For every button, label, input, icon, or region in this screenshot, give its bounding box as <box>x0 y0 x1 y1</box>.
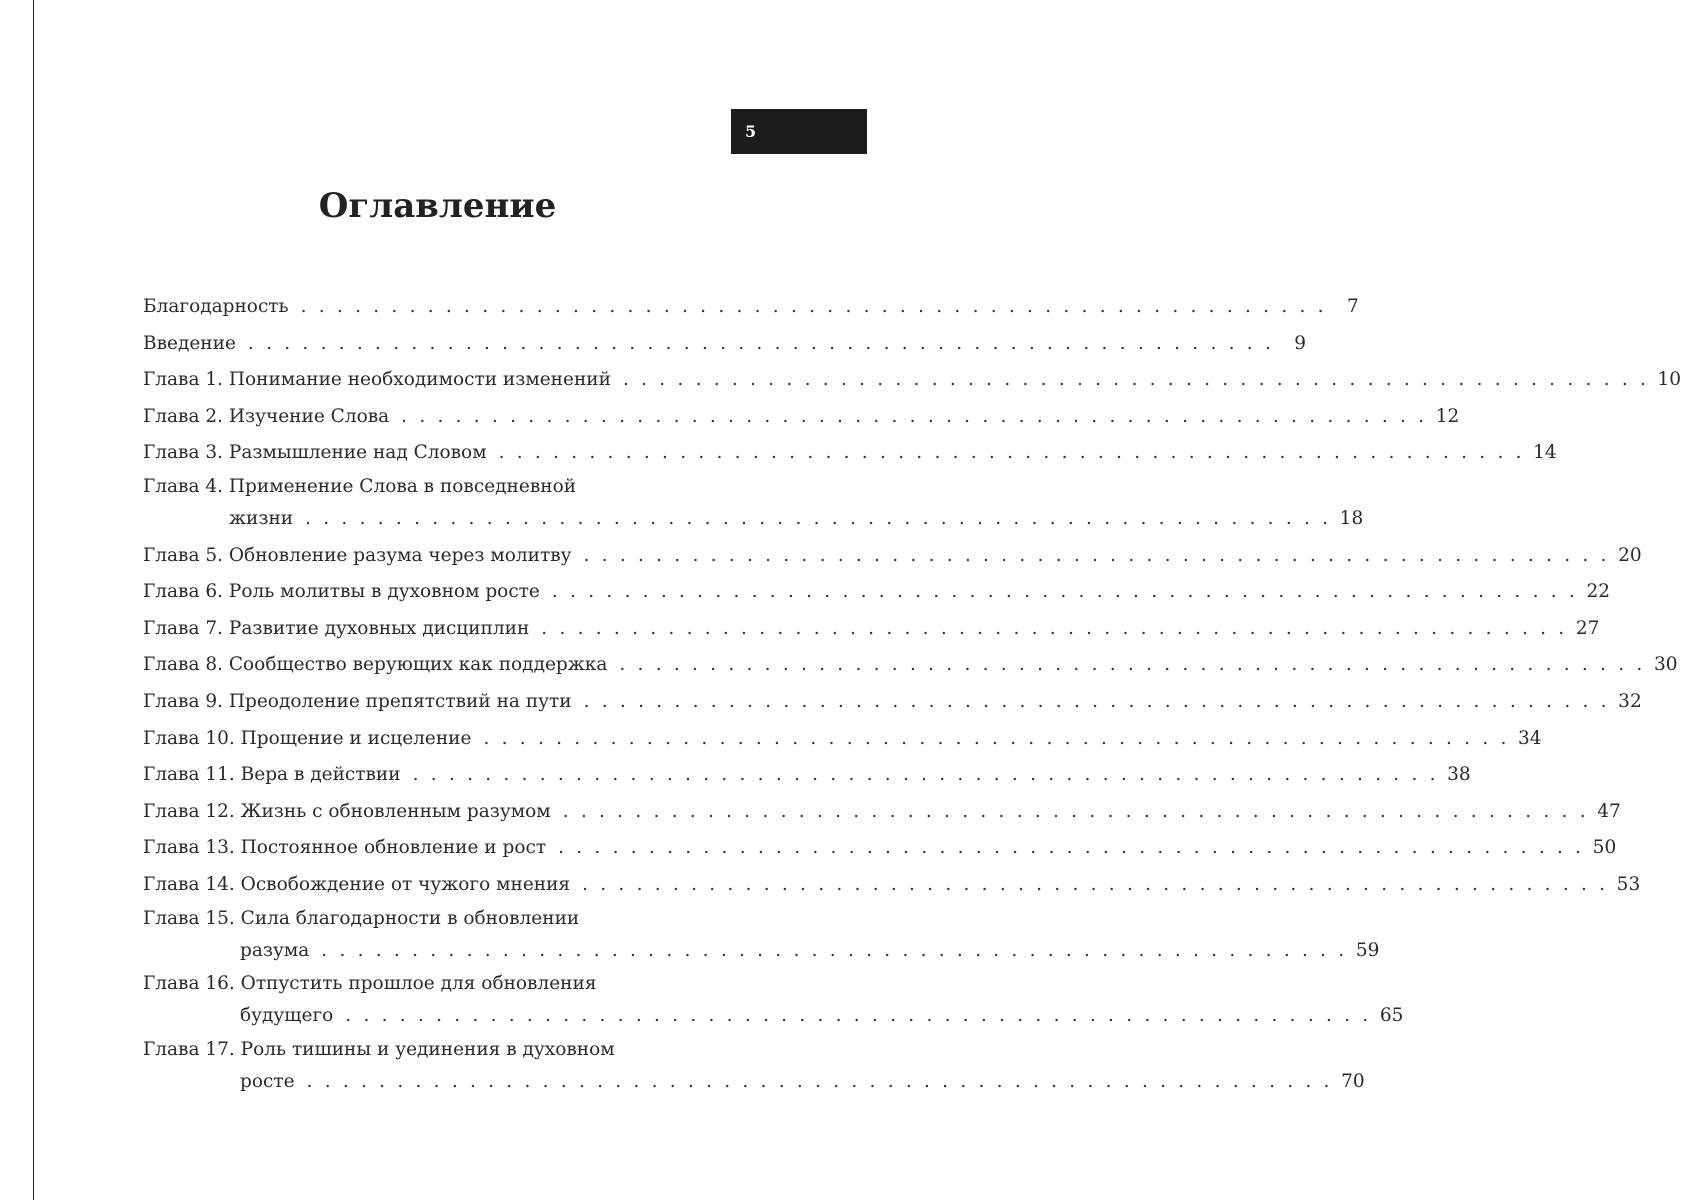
toc-page-number: 27 <box>1575 617 1600 639</box>
toc-page-number: 14 <box>1533 442 1557 464</box>
toc-entry-title: жизни <box>229 507 294 529</box>
toc-page-number: 7 <box>1346 296 1359 317</box>
toc-entry[interactable] <box>143 757 1471 794</box>
toc-page-number: 59 <box>1355 939 1380 961</box>
toc-dot-leader: . . . . . . . . . . . . . . . . . . . . . . . . . . . . . . . . . . . . . . . . . . . . . . . . . . . . . . . . . <box>401 405 1428 427</box>
toc-entry-title: Глава 4. Применение Слова в повседневной <box>143 475 577 497</box>
toc-entry-title: Глава 1. Понимание необходимости изменений <box>143 369 611 391</box>
toc-page-number: 20 <box>1618 544 1642 566</box>
toc-entry-title: Глава 5. Обновление разума через молитву <box>143 544 572 566</box>
toc-dot-leader: . . . . . . . . . . . . . . . . . . . . . . . . . . . . . . . . . . . . . . . . . . . . . . . . . . . . . . . . . <box>583 544 1610 566</box>
toc-dot-leader: . . . . . . . . . . . . . . . . . . . . . . . . . . . . . . . . . . . . . . . . . . . . . . . . . . . . . . . . . <box>582 873 1609 895</box>
toc-dot-leader: . . . . . . . . . . . . . . . . . . . . . . . . . . . . . . . . . . . . . . . . . . . . . . . . . . . . . . . . . <box>622 369 1650 391</box>
toc-entry[interactable] <box>143 399 1460 436</box>
toc-entry-title: Глава 13. Постоянное обновление и рост <box>143 837 547 859</box>
toc-entry[interactable] <box>143 326 1307 363</box>
toc-entry[interactable] <box>143 1035 1365 1101</box>
toc-entry[interactable] <box>143 647 1678 684</box>
toc-entry[interactable] <box>143 867 1641 904</box>
toc-entry[interactable] <box>143 435 1557 472</box>
toc-entry[interactable] <box>143 904 1380 970</box>
toc-page-number: 32 <box>1618 690 1642 712</box>
toc-entry-title: будущего <box>240 1005 334 1027</box>
toc-dot-leader: . . . . . . . . . . . . . . . . . . . . . . . . . . . . . . . . . . . . . . . . . . . . . . . . . . . . . . . . . <box>306 1070 1333 1092</box>
toc-entry[interactable] <box>143 472 1364 538</box>
toc-dot-leader: . . . . . . . . . . . . . . . . . . . . . . . . . . . . . . . . . . . . . . . . . . . . . . . . . . . . . . . . . <box>305 507 1332 529</box>
toc-entry-title: Глава 3. Размышление над Словом <box>143 442 487 464</box>
toc-entry-title: Глава 15. Сила благодарности в обновлении <box>143 907 580 929</box>
toc-entry-title: Глава 11. Вера в действии <box>143 764 401 786</box>
page-gutter-line <box>33 0 34 1200</box>
toc-entry[interactable] <box>143 830 1617 867</box>
toc-entry-title: Глава 9. Преодоление препятствий на пути <box>143 690 572 712</box>
toc-entry[interactable] <box>143 289 1359 326</box>
toc-entry[interactable] <box>143 611 1600 648</box>
toc-entry[interactable] <box>143 794 1621 831</box>
toc-entry[interactable] <box>143 684 1642 721</box>
toc-page-number: 10 <box>1657 369 1681 391</box>
toc-page-number: 50 <box>1592 837 1617 859</box>
toc-entry-title: Глава 2. Изучение Слова <box>143 405 390 427</box>
toc-page-number: 18 <box>1339 507 1364 529</box>
page-title: Оглавление <box>318 186 557 226</box>
toc-page-number: 47 <box>1597 800 1621 822</box>
toc-page-number: 38 <box>1447 764 1471 786</box>
toc-page-number: 22 <box>1586 581 1610 603</box>
toc-entry-title: Глава 7. Развитие духовных дисциплин <box>143 617 530 639</box>
toc-entry-title: Глава 17. Роль тишины и уединения в духовном <box>143 1038 615 1060</box>
toc-entry-title: Глава 8. Сообщество верующих как поддержка <box>143 654 608 676</box>
toc-entry-title: Глава 6. Роль молитвы в духовном росте <box>143 581 540 603</box>
toc-dot-leader: . . . . . . . . . . . . . . . . . . . . . . . . . . . . . . . . . . . . . . . . . . . . . . . . . . . . . . . . . <box>498 442 1525 464</box>
toc-entry-title: Благодарность <box>143 296 289 317</box>
toc-dot-leader: . . . . . . . . . . . . . . . . . . . . . . . . . . . . . . . . . . . . . . . . . . . . . . . . . . . . . . . . . <box>412 764 1439 786</box>
toc-dot-leader: . . . . . . . . . . . . . . . . . . . . . . . . . . . . . . . . . . . . . . . . . . . . . . . . . . . . . . . . . <box>247 332 1275 354</box>
toc-dot-leader: . . . . . . . . . . . . . . . . . . . . . . . . . . . . . . . . . . . . . . . . . . . . . . . . . . . . . . . . . <box>483 727 1510 749</box>
toc-entry[interactable] <box>143 574 1610 611</box>
toc-dot-leader: . . . . . . . . . . . . . . . . . . . . . . . . . . . . . . . . . . . . . . . . . . . . . . . . . . . . . . . . . <box>300 296 1327 317</box>
toc-page-number: 70 <box>1341 1070 1365 1092</box>
toc-entry-title: росте <box>240 1070 295 1092</box>
toc-entry-title: Глава 10. Прощение и исцеление <box>143 727 472 749</box>
toc-dot-leader: . . . . . . . . . . . . . . . . . . . . . . . . . . . . . . . . . . . . . . . . . . . . . . . . . . . . . . . . . <box>541 617 1568 639</box>
toc-entry-title: Введение <box>143 332 236 354</box>
toc-entry-title: Глава 12. Жизнь с обновленным разумом <box>143 800 551 822</box>
toc-dot-leader: . . . . . . . . . . . . . . . . . . . . . . . . . . . . . . . . . . . . . . . . . . . . . . . . . . . . . . . . . <box>562 800 1589 822</box>
table-of-contents <box>143 289 1681 1100</box>
toc-page-number: 53 <box>1616 873 1641 895</box>
page-number-badge <box>731 109 867 154</box>
toc-page-number: 34 <box>1518 727 1542 749</box>
toc-entry[interactable] <box>143 538 1642 575</box>
toc-entry-title: Глава 16. Отпустить прошлое для обновления <box>143 973 597 995</box>
toc-page-number: 9 <box>1294 332 1307 354</box>
toc-dot-leader: . . . . . . . . . . . . . . . . . . . . . . . . . . . . . . . . . . . . . . . . . . . . . . . . . . . . . . . . . <box>583 690 1610 712</box>
toc-entry[interactable] <box>143 969 1404 1035</box>
toc-dot-leader: . . . . . . . . . . . . . . . . . . . . . . . . . . . . . . . . . . . . . . . . . . . . . . . . . . . . . . . . . <box>321 939 1348 961</box>
toc-entry-title: Глава 14. Освобождение от чужого мнения <box>143 873 571 895</box>
toc-dot-leader: . . . . . . . . . . . . . . . . . . . . . . . . . . . . . . . . . . . . . . . . . . . . . . . . . . . . . . . . . <box>558 837 1585 859</box>
toc-dot-leader: . . . . . . . . . . . . . . . . . . . . . . . . . . . . . . . . . . . . . . . . . . . . . . . . . . . . . . . . . <box>619 654 1646 676</box>
toc-page-number: 12 <box>1435 405 1460 427</box>
toc-page-number: 65 <box>1379 1005 1404 1027</box>
toc-entry[interactable] <box>143 362 1681 399</box>
toc-dot-leader: . . . . . . . . . . . . . . . . . . . . . . . . . . . . . . . . . . . . . . . . . . . . . . . . . . . . . . . . . <box>551 581 1578 603</box>
toc-dot-leader: . . . . . . . . . . . . . . . . . . . . . . . . . . . . . . . . . . . . . . . . . . . . . . . . . . . . . . . . . <box>345 1005 1372 1027</box>
toc-entry[interactable] <box>143 721 1542 758</box>
page-number: 5 <box>745 122 757 141</box>
toc-entry-title: разума <box>240 939 310 961</box>
toc-page-number: 30 <box>1653 654 1678 676</box>
